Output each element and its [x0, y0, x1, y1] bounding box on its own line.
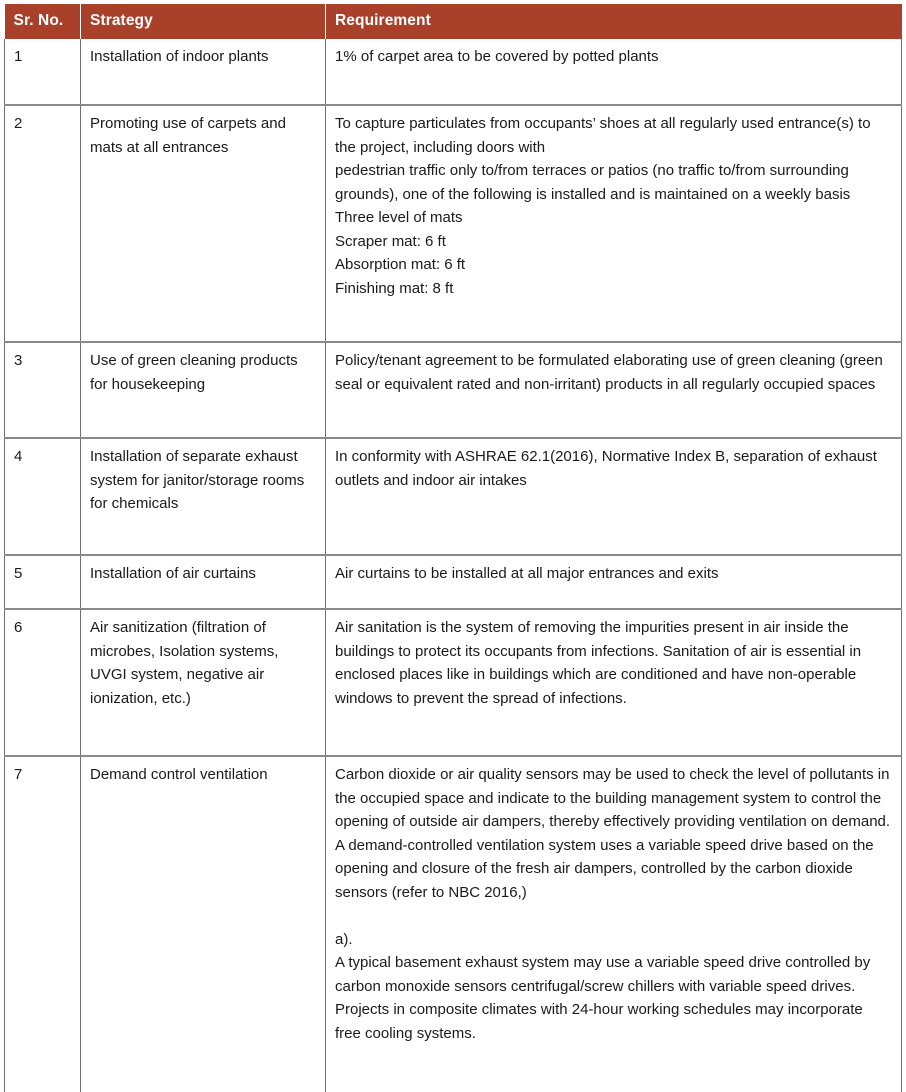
requirement-line: 1% of carpet area to be covered by potted plants [335, 48, 659, 65]
cell-requirement [326, 438, 902, 555]
table-body [5, 39, 902, 1092]
cell-strategy: Installation of air curtains [81, 555, 326, 609]
strategy-requirement-table [4, 4, 902, 1092]
column-header-strategy: Strategy [81, 4, 326, 39]
cell-requirement [326, 39, 902, 105]
cell-requirement [326, 555, 902, 609]
cell-sr-no: 6 [5, 609, 81, 756]
column-header-requirement: Requirement [326, 4, 902, 39]
cell-sr-no: 7 [5, 756, 81, 1092]
cell-sr-no: 4 [5, 438, 81, 555]
requirement-line: Scraper mat: 6 ft [335, 232, 446, 250]
requirement-line: a). [335, 930, 353, 948]
requirement-line: Three level of mats [335, 209, 463, 226]
table-header [5, 4, 902, 39]
table-row [5, 105, 902, 342]
table-row [5, 555, 902, 609]
cell-sr-no: 3 [5, 342, 81, 438]
table-header-row [5, 4, 902, 39]
cell-strategy: Demand control ventilation [81, 756, 326, 1092]
requirement-line: To capture particulates from occupants’ shoes at all regularly used entrance(s) to the project, including doors with [335, 115, 871, 156]
cell-strategy: Installation of indoor plants [81, 39, 326, 105]
requirement-line: Carbon dioxide or air quality sensors may be used to check the level of pollutants in the occupied space and indicate to the building management system to control the opening of outside air dampers, thereby effectively providing ventilation on demand. [335, 766, 891, 830]
requirement-line: Air sanitation is the system of removing the impurities present in air inside the buildings to protect its occupants from infections. Sanitation of air is essential in enclosed places like in buildings which are conditioned and have non-operable windows to prevent the spread of infections. [335, 619, 862, 707]
requirement-line: In conformity with ASHRAE 62.1(2016), Normative Index B, separation of exhaust outlets and indoor air intakes [335, 448, 877, 489]
cell-sr-no: 5 [5, 555, 81, 609]
cell-requirement [326, 756, 902, 1092]
cell-requirement [326, 105, 902, 342]
table-row [5, 342, 902, 438]
requirement-blank-line [335, 904, 892, 928]
table-row [5, 39, 902, 105]
cell-sr-no: 2 [5, 105, 81, 342]
strategy-requirement-table-container [4, 4, 901, 1092]
requirement-line: Air curtains to be installed at all major entrances and exits [335, 565, 719, 582]
table-row [5, 756, 902, 1092]
requirement-line: pedestrian traffic only to/from terraces or patios (no traffic to/from surrounding grounds), one of the following is installed and is maintained on a weekly basis [335, 162, 851, 203]
cell-requirement [326, 342, 902, 438]
cell-strategy: Use of green cleaning products for housekeeping [81, 342, 326, 438]
column-header-sr-no: Sr. No. [5, 4, 81, 39]
cell-strategy: Air sanitization (filtration of microbes, Isolation systems, UVGI system, negative air ionization, etc.) [81, 609, 326, 756]
requirement-line: Finishing mat: 8 ft [335, 279, 454, 297]
cell-requirement [326, 609, 902, 756]
requirement-line: A typical basement exhaust system may use a variable speed drive controlled by carbon monoxide sensors centrifugal/screw chillers with variable speed drives. Projects in composite climates with 24-hour working schedules may incorporate free cooling systems. [335, 954, 871, 1042]
requirement-line: A demand-controlled ventilation system uses a variable speed drive based on the opening and closure of the fresh air dampers, controlled by the carbon dioxide sensors (refer to NBC 2016,) [335, 836, 874, 901]
cell-sr-no: 1 [5, 39, 81, 105]
table-row [5, 609, 902, 756]
requirement-line: Policy/tenant agreement to be formulated elaborating use of green cleaning (green seal or equivalent rated and non-irritant) products in all regularly occupied spaces [335, 352, 883, 393]
requirement-line: Absorption mat: 6 ft [335, 256, 466, 273]
cell-strategy: Installation of separate exhaust system for janitor/storage rooms for chemicals [81, 438, 326, 555]
cell-strategy: Promoting use of carpets and mats at all entrances [81, 105, 326, 342]
table-row [5, 438, 902, 555]
